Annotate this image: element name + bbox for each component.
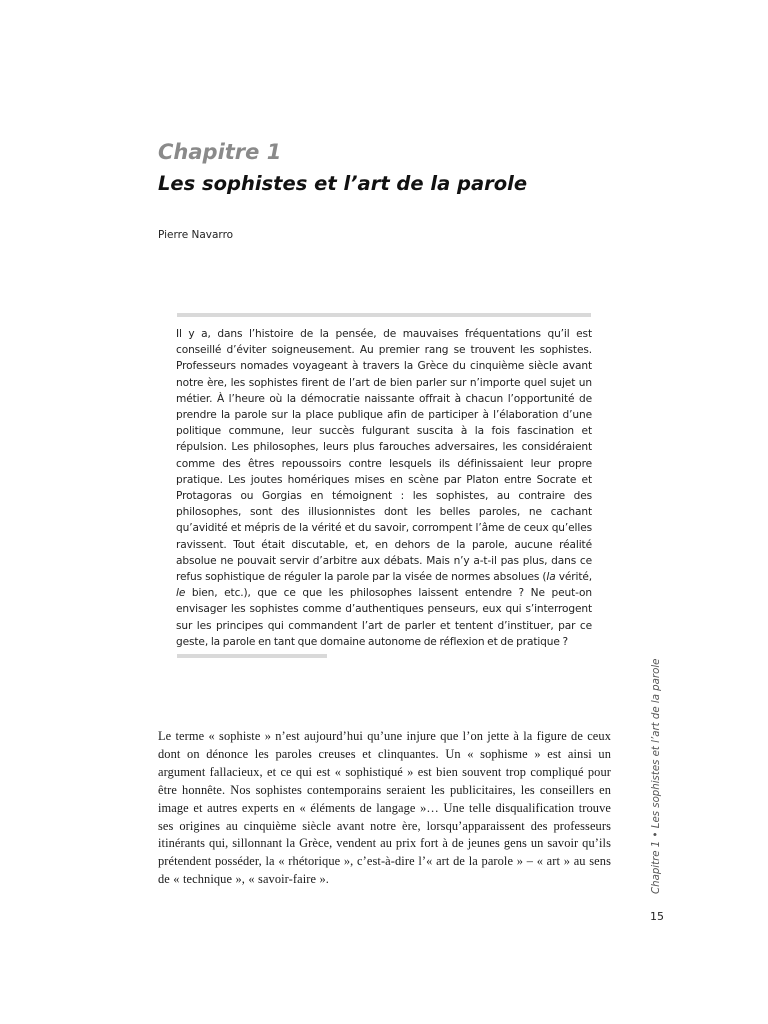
abstract-paragraph — [176, 326, 592, 650]
running-head: Chapitre 1 • Les sophistes et l’art de la parole — [651, 658, 662, 894]
abstract-text-2: vérité, — [555, 571, 592, 584]
chapter-label: Chapitre 1 — [158, 140, 282, 164]
chapter-title: Les sophistes et l’art de la parole — [158, 172, 528, 195]
body-paragraph: Le terme « sophiste » n’est aujourd’hui qu’une injure que l’on jette à la figure de ceux dont on dénonce les paroles creuses et clinquantes. Un « sophisme » est ainsi un argument fallacieux, et ce qui est « sophistiqué » est bien souvent trop compliqué pour être honnête. Nos sophistes contemporains seraient les publicitaires, les conseillers en image et autres experts en « éléments de langage »… Une telle disqualification trouve ses origines au cinquième siècle avant notre ère, lorsqu’apparaissent des professeurs itinérants qui, sillonnant la Grèce, vendent au prix fort à de jeunes gens un savoir qu’ils prétendent posséder, la « rhétorique », c’est-à-dire l’« art de la parole » – « art » au sens de « technique », « savoir-faire ». — [158, 729, 611, 887]
author-name: Pierre Navarro — [158, 229, 234, 241]
abstract-text-1: Il y a, dans l’histoire de la pensée, de mauvaises fréquentations qu’il est conseillé d’éviter soigneusement. Au premier rang se trouvent les sophistes. Professeurs nomades voyageant à travers la Grèce du cinquième siècle avant notre ère, les sophistes firent de l’art de bien parler sur n’importe quel sujet un métier. À l’heure où la démocratie naissante offrait à chacun l’opportunité de prendre la parole sur la place publique afin de participer à l’élaboration d’une politique commune, leur succès fulgurant suscita à la fois fascination et répulsion. Les philosophes, leurs plus farouches adversaires, les considéraient comme des êtres repoussoirs contre lesquels ils définissaient leur propre pratique. Les joutes homériques mises en scène par Platon entre Socrate et Protagoras ou Gorgias en témoignent : les sophistes, au contraire des philosophes, sont des illusionnistes dont les belles paroles, ne cachant qu’avidité et mépris de la vérité et du savoir, corrompent l’âme de ceux qu’elles ravissent. Tout était discutable, et, en dehors de la parole, aucune réalité absolue ne pouvait servir d’arbitre aux débats. Mais n’y a-t-il pas plus, dans ce refus sophistique de réguler la parole par la visée de normes absolues ( — [176, 328, 592, 584]
abstract-emphasis-le: le — [176, 587, 186, 600]
page-number: 15 — [650, 910, 664, 923]
abstract-emphasis-la: la — [546, 571, 556, 584]
abstract-bottom-rule — [177, 654, 327, 658]
abstract-text-3: bien, etc.), que ce que les philosophes laissent entendre ? Ne peut-on envisager les sophistes comme d’authentiques penseurs, eux qui s’interrogent sur les principes qui commandent l’art de parler et tentent d’instituer, par ce geste, la parole en tant que domaine autonome de réflexion et de pratique ? — [176, 587, 592, 648]
abstract-top-rule — [177, 313, 591, 317]
